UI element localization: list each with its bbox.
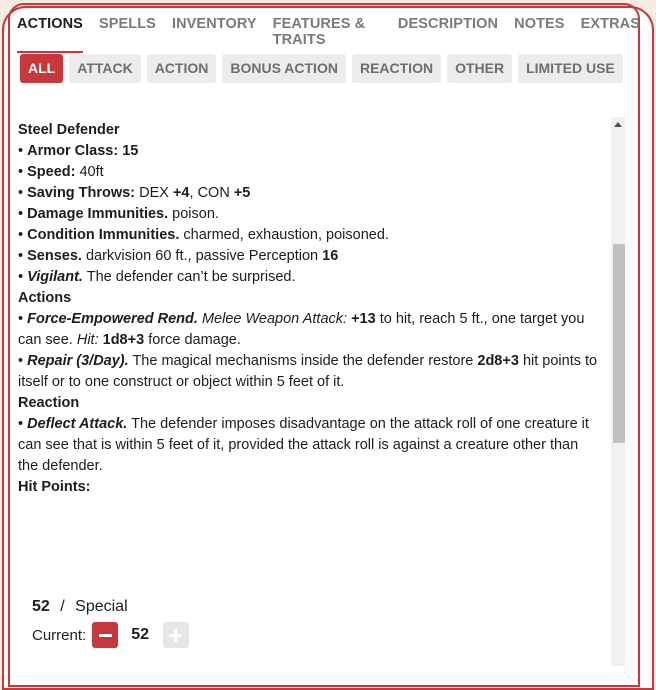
primary-tabs	[17, 16, 656, 53]
stat-armor-class: • Armor Class: 15	[18, 143, 139, 159]
scrollbar-thumb[interactable]	[613, 244, 625, 443]
tab-actions[interactable]: ACTIONS	[17, 16, 83, 53]
minus-icon	[99, 634, 112, 637]
filter-other[interactable]: OTHER	[447, 54, 512, 83]
hp-special: Special	[75, 598, 128, 615]
filter-action[interactable]: ACTION	[147, 54, 217, 83]
actions-heading: Actions	[18, 290, 72, 306]
scroll-up-arrow-icon[interactable]	[611, 117, 625, 133]
filter-attack[interactable]: ATTACK	[69, 54, 140, 83]
tab-inventory[interactable]: INVENTORY	[171, 16, 257, 32]
hit-points-max	[32, 598, 128, 616]
tab-spells[interactable]: SPELLS	[98, 16, 156, 32]
reaction-heading: Reaction	[18, 395, 80, 411]
creature-name: Steel Defender	[18, 122, 120, 138]
action-filters	[20, 54, 629, 83]
stat-damage-immunities: • Damage Immunities. poison.	[18, 206, 219, 222]
creature-statblock	[18, 120, 598, 498]
decrease-hp-button[interactable]	[92, 622, 118, 648]
increase-hp-button[interactable]	[163, 622, 189, 648]
trait-vigilant: • Vigilant. The defender can’t be surprised.	[18, 269, 296, 285]
tab-notes[interactable]: NOTES	[514, 16, 565, 32]
current-label: Current:	[32, 626, 87, 644]
current-hp-value: 52	[131, 626, 149, 643]
hp-max-value: 52	[32, 598, 50, 615]
tab-description[interactable]: DESCRIPTION	[397, 16, 499, 32]
tab-extras[interactable]: EXTRAS	[580, 16, 640, 32]
stat-senses: • Senses. darkvision 60 ft., passive Perception 16	[18, 248, 339, 264]
reaction-deflect-attack: • Deflect Attack. The defender imposes disadvantage on the attack roll of one creature it can see that is within 5 feet of it, provided the attack roll is against a creature other than the defender.	[18, 416, 589, 474]
filter-reaction[interactable]: REACTION	[352, 54, 441, 83]
action-repair: • Repair (3/Day). The magical mechanisms inside the defender restore 2d8+3 hit points to itself or to one construct or object within 5 feet of it.	[18, 353, 598, 390]
stat-saving-throws: • Saving Throws: DEX +4, CON +5	[18, 185, 251, 201]
action-force-empowered-rend: • Force-Empowered Rend. Melee Weapon Attack: +13 to hit, reach 5 ft., one target you can see. Hit: 1d8+3 force damage.	[18, 311, 585, 348]
filter-limited-use[interactable]: LIMITED USE	[518, 54, 623, 83]
hit-points-heading: Hit Points:	[18, 479, 91, 495]
stat-condition-immunities: • Condition Immunities. charmed, exhaustion, poisoned.	[18, 227, 389, 243]
stat-speed: • Speed: 40ft	[18, 164, 104, 180]
tab-features-traits[interactable]: FEATURES & TRAITS	[272, 16, 366, 48]
filter-all[interactable]: ALL	[20, 54, 63, 83]
hp-separator: /	[60, 598, 65, 615]
current-hp-row	[32, 622, 189, 648]
filter-bonus-action[interactable]: BONUS ACTION	[222, 54, 346, 83]
